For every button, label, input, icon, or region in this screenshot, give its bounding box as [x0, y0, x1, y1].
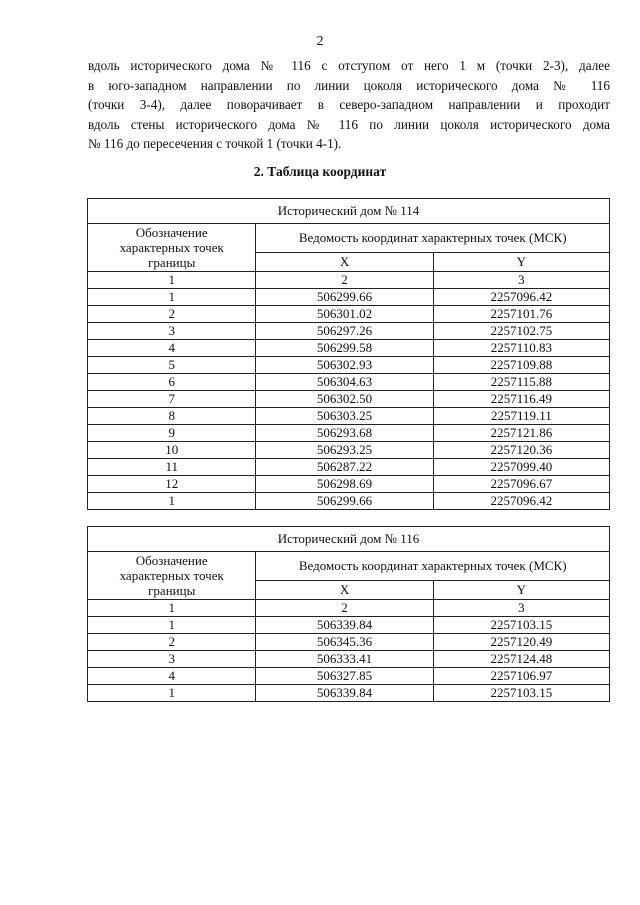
paragraph-line: (точки 3-4), далее поворачивает в северо-западном направлении и проходит — [88, 97, 610, 112]
header-line: характерных точек — [119, 240, 224, 255]
table-row — [88, 668, 610, 685]
section-title: 2. Таблица координат — [253, 164, 387, 179]
table-row — [88, 391, 610, 408]
table-row — [88, 323, 610, 340]
x-coordinate-cell: 506345.36 — [256, 634, 433, 651]
x-coordinate-cell: 506299.66 — [256, 493, 433, 510]
point-id-cell: 1 — [88, 617, 256, 634]
paragraph-line: № 116 до пересечения с точкой 1 (точки 4-1). — [88, 136, 342, 151]
y-coordinate-cell: 2257120.36 — [433, 442, 609, 459]
column-number: 1 — [88, 600, 256, 617]
column-number: 2 — [256, 272, 433, 289]
paragraph-line: вдоль исторического дома № 116 с отступом от него 1 м (точки 2-3), далее — [88, 58, 610, 73]
table-row — [88, 442, 610, 459]
y-header: Y — [433, 253, 609, 272]
point-id-cell: 10 — [88, 442, 256, 459]
table-row — [88, 476, 610, 493]
point-id-cell: 1 — [88, 685, 256, 702]
y-coordinate-cell: 2257101.76 — [433, 306, 609, 323]
table-row — [88, 651, 610, 668]
x-coordinate-cell: 506339.84 — [256, 685, 433, 702]
y-coordinate-cell: 2257115.88 — [433, 374, 609, 391]
x-coordinate-cell: 506299.58 — [256, 340, 433, 357]
points-column-header — [88, 552, 256, 600]
point-id-cell: 3 — [88, 323, 256, 340]
y-coordinate-cell: 2257116.49 — [433, 391, 609, 408]
x-coordinate-cell: 506299.66 — [256, 289, 433, 306]
point-id-cell: 2 — [88, 306, 256, 323]
table-row — [88, 289, 610, 306]
header-line: Обозначение — [135, 553, 208, 568]
point-id-cell: 3 — [88, 651, 256, 668]
column-number-row — [88, 272, 610, 289]
point-id-cell: 2 — [88, 634, 256, 651]
table-row — [88, 493, 610, 510]
y-coordinate-cell: 2257099.40 — [433, 459, 609, 476]
column-number: 3 — [433, 600, 609, 617]
x-header: X — [256, 581, 433, 600]
table-body — [88, 199, 610, 510]
table-row — [88, 685, 610, 702]
coords-column-header: Ведомость координат характерных точек (МСК) — [256, 552, 610, 581]
point-id-cell: 1 — [88, 289, 256, 306]
coords-column-header: Ведомость координат характерных точек (МСК) — [256, 224, 610, 253]
x-coordinate-cell: 506298.69 — [256, 476, 433, 493]
header-line: характерных точек — [119, 568, 224, 583]
x-header: X — [256, 253, 433, 272]
y-coordinate-cell: 2257110.83 — [433, 340, 609, 357]
x-coordinate-cell: 506327.85 — [256, 668, 433, 685]
point-id-cell: 11 — [88, 459, 256, 476]
table-row — [88, 374, 610, 391]
column-number-row — [88, 600, 610, 617]
header-row — [88, 552, 610, 581]
y-coordinate-cell: 2257121.86 — [433, 425, 609, 442]
y-coordinate-cell: 2257109.88 — [433, 357, 609, 374]
point-id-cell: 4 — [88, 340, 256, 357]
y-coordinate-cell: 2257103.15 — [433, 685, 609, 702]
point-id-cell: 8 — [88, 408, 256, 425]
table-caption-row — [88, 199, 610, 224]
point-id-cell: 5 — [88, 357, 256, 374]
header-line: Обозначение — [135, 225, 208, 240]
x-coordinate-cell: 506304.63 — [256, 374, 433, 391]
y-coordinate-cell: 2257119.11 — [433, 408, 609, 425]
table-body — [88, 527, 610, 702]
coordinates-table-house-116 — [87, 526, 610, 702]
header-row — [88, 224, 610, 253]
points-column-header — [88, 224, 256, 272]
x-coordinate-cell: 506339.84 — [256, 617, 433, 634]
y-coordinate-cell: 2257096.42 — [433, 289, 609, 306]
header-line: границы — [148, 255, 196, 270]
paragraph-line: в юго-западном направлении по линии цоколя исторического дома № 116 — [88, 77, 610, 93]
table-row — [88, 408, 610, 425]
point-id-cell: 12 — [88, 476, 256, 493]
x-coordinate-cell: 506301.02 — [256, 306, 433, 323]
table-row — [88, 459, 610, 476]
page-number: 2 — [316, 34, 324, 49]
table-row — [88, 340, 610, 357]
x-coordinate-cell: 506333.41 — [256, 651, 433, 668]
table-row — [88, 306, 610, 323]
y-coordinate-cell: 2257096.42 — [433, 493, 609, 510]
body-paragraph — [88, 56, 610, 154]
table-caption: Исторический дом № 116 — [88, 527, 610, 552]
y-coordinate-cell: 2257103.15 — [433, 617, 609, 634]
point-id-cell: 6 — [88, 374, 256, 391]
column-number: 2 — [256, 600, 433, 617]
x-coordinate-cell: 506302.50 — [256, 391, 433, 408]
point-id-cell: 9 — [88, 425, 256, 442]
table-row — [88, 357, 610, 374]
y-coordinate-cell: 2257120.49 — [433, 634, 609, 651]
y-coordinate-cell: 2257106.97 — [433, 668, 609, 685]
column-number: 3 — [433, 272, 609, 289]
x-coordinate-cell: 506303.25 — [256, 408, 433, 425]
coordinates-table-house-114 — [87, 198, 610, 510]
x-coordinate-cell: 506287.22 — [256, 459, 433, 476]
table-caption: Исторический дом № 114 — [88, 199, 610, 224]
point-id-cell: 7 — [88, 391, 256, 408]
y-coordinate-cell: 2257102.75 — [433, 323, 609, 340]
point-id-cell: 4 — [88, 668, 256, 685]
x-coordinate-cell: 506297.26 — [256, 323, 433, 340]
x-coordinate-cell: 506293.25 — [256, 442, 433, 459]
table-row — [88, 425, 610, 442]
paragraph-line: вдоль стены исторического дома № 116 по линии цоколя исторического дома — [88, 116, 610, 132]
header-line: границы — [148, 583, 196, 598]
table-row — [88, 617, 610, 634]
x-coordinate-cell: 506293.68 — [256, 425, 433, 442]
point-id-cell: 1 — [88, 493, 256, 510]
table-caption-row — [88, 527, 610, 552]
y-coordinate-cell: 2257096.67 — [433, 476, 609, 493]
y-header: Y — [433, 581, 609, 600]
column-number: 1 — [88, 272, 256, 289]
x-coordinate-cell: 506302.93 — [256, 357, 433, 374]
table-row — [88, 634, 610, 651]
y-coordinate-cell: 2257124.48 — [433, 651, 609, 668]
